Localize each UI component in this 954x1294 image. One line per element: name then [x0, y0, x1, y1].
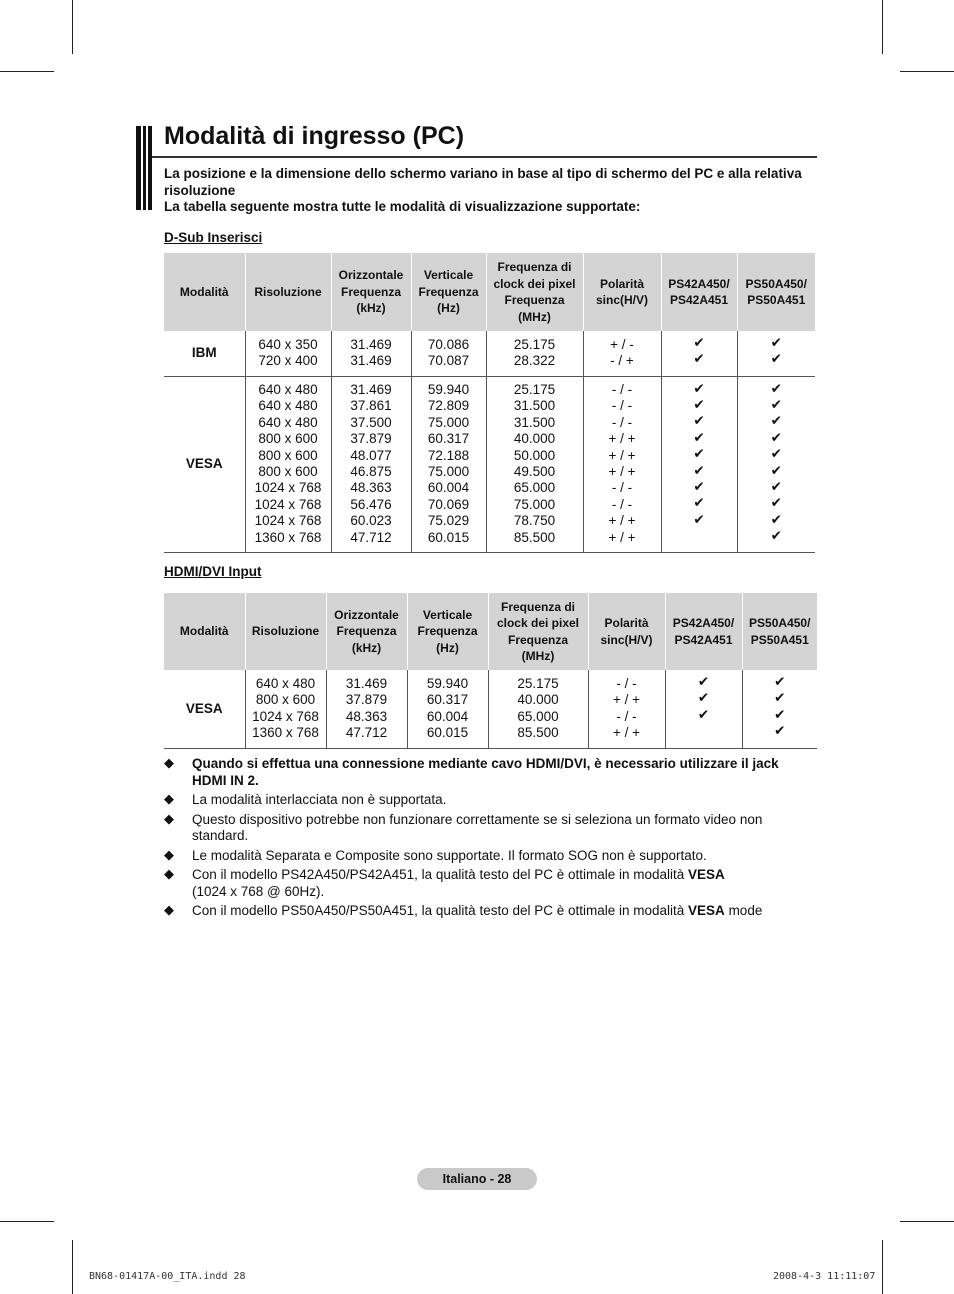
h-freq-value: 31.469: [350, 336, 392, 352]
resolution-cell: [245, 331, 331, 376]
crop-mark: [0, 71, 54, 72]
polarity-value: + / +: [608, 529, 636, 545]
polarity-value: - / -: [611, 480, 633, 496]
pixel-clock-cell: [486, 331, 583, 376]
resolution-cell: [245, 376, 331, 552]
note-text-bold: VESA: [688, 867, 725, 882]
h-freq-value: 46.875: [350, 464, 392, 479]
crop-mark: [882, 1240, 883, 1294]
check-icon: ✔: [774, 723, 786, 740]
check-icon: ✔: [697, 706, 710, 723]
check-icon: ✔: [693, 462, 705, 479]
note-text-part: Con il modello PS50A450/PS50A451, la qualità testo del PC è ottimale in modalità: [192, 903, 689, 918]
ps50-support-cell: [737, 331, 815, 376]
bullet-diamond-icon: ◆: [164, 792, 174, 807]
pixel-clock-value: 85.500: [513, 529, 556, 545]
pixel-clock-value: 65.000: [513, 480, 556, 496]
v-freq-value: 72.188: [427, 447, 470, 463]
check-icon: ✔: [693, 335, 705, 351]
polarity-value: + / +: [608, 447, 636, 463]
bullet-diamond-icon: ◆: [164, 811, 174, 827]
resolution-cell: [245, 670, 326, 748]
pixel-clock-value: 78.750: [513, 513, 556, 529]
pixel-clock-value: 25.175: [517, 675, 559, 691]
resolution-value: 800 x 600: [258, 431, 318, 447]
v-freq-value: 72.809: [427, 398, 470, 414]
bullet-diamond-icon: ◆: [164, 903, 174, 918]
resolution-value: 800 x 600: [255, 692, 316, 708]
h-freq-value: 47.712: [345, 725, 388, 741]
check-icon: ✔: [770, 511, 782, 528]
check-icon: ✔: [774, 706, 786, 723]
note-item: [164, 792, 814, 809]
note-item: [164, 812, 814, 845]
polarity-value: - / -: [611, 398, 633, 414]
column-header: PS50A450/ PS50A451: [737, 253, 815, 331]
h-freq-value: 37.879: [345, 692, 388, 708]
check-icon: ✔: [770, 429, 782, 446]
check-icon: ✔: [770, 351, 782, 368]
v-freq-value: 60.015: [426, 725, 469, 741]
column-header: Risoluzione: [245, 253, 331, 331]
resolution-value: 1360 x 768: [252, 725, 319, 741]
note-text-part: Le modalità Separata e Composite sono supportate. Il formato SOG non è supportato.: [192, 847, 707, 863]
h-freq-value: 48.363: [345, 708, 388, 724]
h-freq-value: 31.469: [350, 353, 392, 369]
pixel-clock-value: 25.175: [513, 381, 556, 397]
resolution-value: 640 x 480: [255, 675, 316, 691]
crop-mark: [72, 0, 73, 54]
h-freq-value: 37.861: [350, 398, 392, 414]
h-freq-cell: [331, 331, 411, 376]
resolution-value: 1024 x 768: [252, 708, 319, 724]
polarity-value: - / -: [611, 496, 633, 512]
note-text-bold: Quando si effettua una connessione mediante cavo HDMI/DVI, è necessario utilizzare il jack HDMI IN 2.: [192, 756, 779, 788]
polarity-value: - / -: [616, 675, 637, 691]
check-icon: ✔: [770, 462, 782, 479]
h-freq-value: 31.469: [350, 381, 392, 397]
h-freq-value: 37.879: [350, 431, 392, 447]
polarity-cell: [583, 331, 661, 376]
v-freq-cell: [411, 331, 486, 376]
pixel-clock-value: 75.000: [513, 496, 556, 512]
note-text-bold: VESA: [688, 903, 725, 918]
v-freq-value: 60.317: [427, 431, 470, 447]
note-text-part: Con il modello PS42A450/PS42A451, la qualità testo del PC è ottimale in modalità: [192, 867, 689, 882]
mode-cell: IBM: [164, 331, 245, 376]
column-header: PS42A450/ PS42A451: [661, 253, 737, 331]
v-freq-value: 70.087: [427, 353, 470, 369]
column-header: Modalità: [164, 253, 245, 331]
table-row: [164, 670, 817, 748]
check-icon: ✔: [693, 413, 705, 430]
ps42-support-cell: [661, 331, 737, 376]
mode-cell: VESA: [164, 376, 245, 552]
polarity-cell: [583, 376, 661, 552]
check-icon: ✔: [774, 690, 786, 707]
pixel-clock-value: 40.000: [517, 692, 559, 708]
h-freq-value: 48.363: [350, 480, 392, 496]
ps50-support-cell: [737, 376, 815, 552]
polarity-value: - / -: [611, 414, 633, 430]
note-text: [192, 756, 814, 789]
intro-line: La posizione e la dimensione dello schermo variano in base al tipo di schermo del PC e alla relativa risoluzione: [164, 166, 802, 198]
hdmi-header-row: [164, 593, 817, 670]
v-freq-cell: [407, 670, 488, 748]
check-icon: ✔: [770, 396, 782, 413]
title-rule: [152, 156, 817, 158]
check-icon: ✔: [774, 674, 786, 690]
polarity-value: - / -: [611, 381, 633, 397]
polarity-value: + / +: [612, 692, 641, 708]
note-item: [164, 848, 814, 865]
ps42-support-cell: [665, 670, 742, 748]
ps42-support-cell: [661, 376, 737, 552]
crop-mark: [882, 0, 883, 54]
note-text: [192, 812, 814, 845]
column-header: Orizzontale Frequenza (kHz): [331, 253, 411, 331]
title-decoration: [136, 126, 152, 210]
polarity-value: + / -: [610, 336, 634, 352]
check-icon: ✔: [693, 351, 705, 368]
check-icon: ✔: [693, 478, 705, 495]
resolution-value: 1024 x 768: [254, 513, 322, 529]
check-icon: ✔: [693, 396, 705, 413]
resolution-value: 720 x 400: [258, 353, 318, 369]
note-text-part: La modalità interlacciata non è supportata.: [192, 792, 447, 807]
notes-list: [164, 756, 814, 923]
v-freq-value: 75.000: [427, 464, 470, 479]
pixel-clock-value: 31.500: [513, 414, 556, 430]
polarity-value: + / +: [612, 725, 641, 741]
intro-text: [164, 166, 804, 216]
check-icon: ✔: [693, 380, 705, 397]
dsub-section-title: D-Sub Inserisci: [164, 230, 263, 245]
bullet-diamond-icon: ◆: [164, 756, 174, 771]
h-freq-value: 31.469: [345, 675, 388, 691]
dsub-header-row: [164, 253, 815, 331]
note-text-part: Questo dispositivo potrebbe non funzionare correttamente se si seleziona un formato video non standard.: [192, 811, 763, 843]
resolution-value: 800 x 600: [258, 464, 318, 479]
note-text: [192, 848, 814, 865]
note-text-part: mode: [724, 903, 763, 918]
hdmi-mode-table: [164, 593, 817, 749]
note-item: [164, 867, 814, 900]
column-header: Polarità sinc(H/V): [583, 253, 661, 331]
resolution-value: 640 x 480: [258, 381, 318, 397]
note-text-part: (1024 x 768 @ 60Hz).: [192, 883, 325, 899]
mode-cell: VESA: [164, 670, 245, 748]
column-header: Modalità: [164, 593, 245, 670]
v-freq-value: 60.004: [427, 480, 470, 496]
check-icon: ✔: [697, 674, 710, 690]
crop-mark: [0, 1221, 54, 1222]
crop-mark: [72, 1240, 73, 1294]
v-freq-value: 59.940: [427, 381, 470, 397]
check-icon: ✔: [693, 429, 705, 446]
intro-line: La tabella seguente mostra tutte le modalità di visualizzazione supportate:: [164, 199, 641, 214]
pixel-clock-cell: [486, 376, 583, 552]
polarity-value: - / -: [616, 708, 637, 724]
v-freq-cell: [411, 376, 486, 552]
column-header: Frequenza di clock dei pixel Frequenza (MHz): [488, 593, 588, 670]
pixel-clock-value: 65.000: [517, 708, 559, 724]
pixel-clock-value: 50.000: [513, 447, 556, 463]
v-freq-value: 60.015: [427, 529, 470, 545]
column-header: Frequenza di clock dei pixel Frequenza (MHz): [486, 253, 583, 331]
polarity-cell: [588, 670, 665, 748]
h-freq-value: 47.712: [350, 529, 392, 545]
v-freq-value: 70.069: [427, 496, 470, 512]
v-freq-value: 75.029: [427, 513, 470, 529]
check-icon: ✔: [693, 511, 705, 528]
page-number-badge: Italiano - 28: [417, 1168, 537, 1190]
page-title: Modalità di ingresso (PC): [164, 122, 465, 150]
bullet-diamond-icon: ◆: [164, 867, 174, 882]
pixel-clock-value: 85.500: [517, 725, 559, 741]
dsub-mode-table: [164, 253, 815, 553]
pixel-clock-cell: [488, 670, 588, 748]
polarity-value: + / +: [608, 464, 636, 479]
check-icon: ✔: [770, 528, 782, 545]
note-text: [192, 903, 814, 920]
print-date-info: 2008-4-3 11:11:07: [773, 1271, 876, 1282]
v-freq-value: 75.000: [427, 414, 470, 430]
resolution-value: 640 x 350: [258, 336, 318, 352]
h-freq-value: 48.077: [350, 447, 392, 463]
check-icon: ✔: [770, 446, 782, 463]
note-item: [164, 756, 814, 789]
table-row: [164, 376, 815, 552]
print-file-info: BN68-01417A-00_ITA.indd 28: [89, 1271, 246, 1282]
v-freq-value: 70.086: [427, 336, 470, 352]
resolution-value: 1024 x 768: [254, 496, 322, 512]
column-header: PS42A450/ PS42A451: [665, 593, 742, 670]
pixel-clock-value: 25.175: [513, 336, 556, 352]
check-icon: ✔: [770, 380, 782, 397]
resolution-value: 1360 x 768: [254, 529, 322, 545]
column-header: Verticale Frequenza (Hz): [407, 593, 488, 670]
check-icon: ✔: [770, 413, 782, 430]
pixel-clock-value: 40.000: [513, 431, 556, 447]
resolution-value: 1024 x 768: [254, 480, 322, 496]
table-row: [164, 331, 815, 376]
crop-mark: [900, 71, 954, 72]
v-freq-value: 59.940: [426, 675, 469, 691]
check-icon: ✔: [770, 335, 782, 351]
polarity-value: + / +: [608, 431, 636, 447]
column-header: Risoluzione: [245, 593, 326, 670]
h-freq-cell: [326, 670, 407, 748]
h-freq-value: 60.023: [350, 513, 392, 529]
ps50-support-cell: [742, 670, 817, 748]
check-icon: ✔: [770, 495, 782, 512]
bullet-diamond-icon: ◆: [164, 847, 174, 863]
column-header: Verticale Frequenza (Hz): [411, 253, 486, 331]
resolution-value: 640 x 480: [258, 414, 318, 430]
pixel-clock-value: 31.500: [513, 398, 556, 414]
column-header: Orizzontale Frequenza (kHz): [326, 593, 407, 670]
column-header: PS50A450/ PS50A451: [742, 593, 817, 670]
check-icon: ✔: [693, 495, 705, 512]
pixel-clock-value: 28.322: [513, 353, 556, 369]
v-freq-value: 60.004: [426, 708, 469, 724]
h-freq-cell: [331, 376, 411, 552]
check-icon: ✔: [693, 446, 705, 463]
crop-mark: [900, 1221, 954, 1222]
polarity-value: - / +: [610, 353, 634, 369]
h-freq-value: 56.476: [350, 496, 392, 512]
column-header: Polarità sinc(H/V): [588, 593, 665, 670]
pixel-clock-value: 49.500: [513, 464, 556, 479]
check-icon: ✔: [697, 690, 710, 707]
h-freq-value: 37.500: [350, 414, 392, 430]
note-text: [192, 792, 814, 809]
note-text: [192, 867, 814, 900]
note-item: [164, 903, 814, 920]
resolution-value: 800 x 600: [258, 447, 318, 463]
check-icon: ✔: [770, 478, 782, 495]
hdmi-section-title: HDMI/DVI Input: [164, 564, 262, 579]
resolution-value: 640 x 480: [258, 398, 318, 414]
polarity-value: + / +: [608, 513, 636, 529]
v-freq-value: 60.317: [426, 692, 469, 708]
